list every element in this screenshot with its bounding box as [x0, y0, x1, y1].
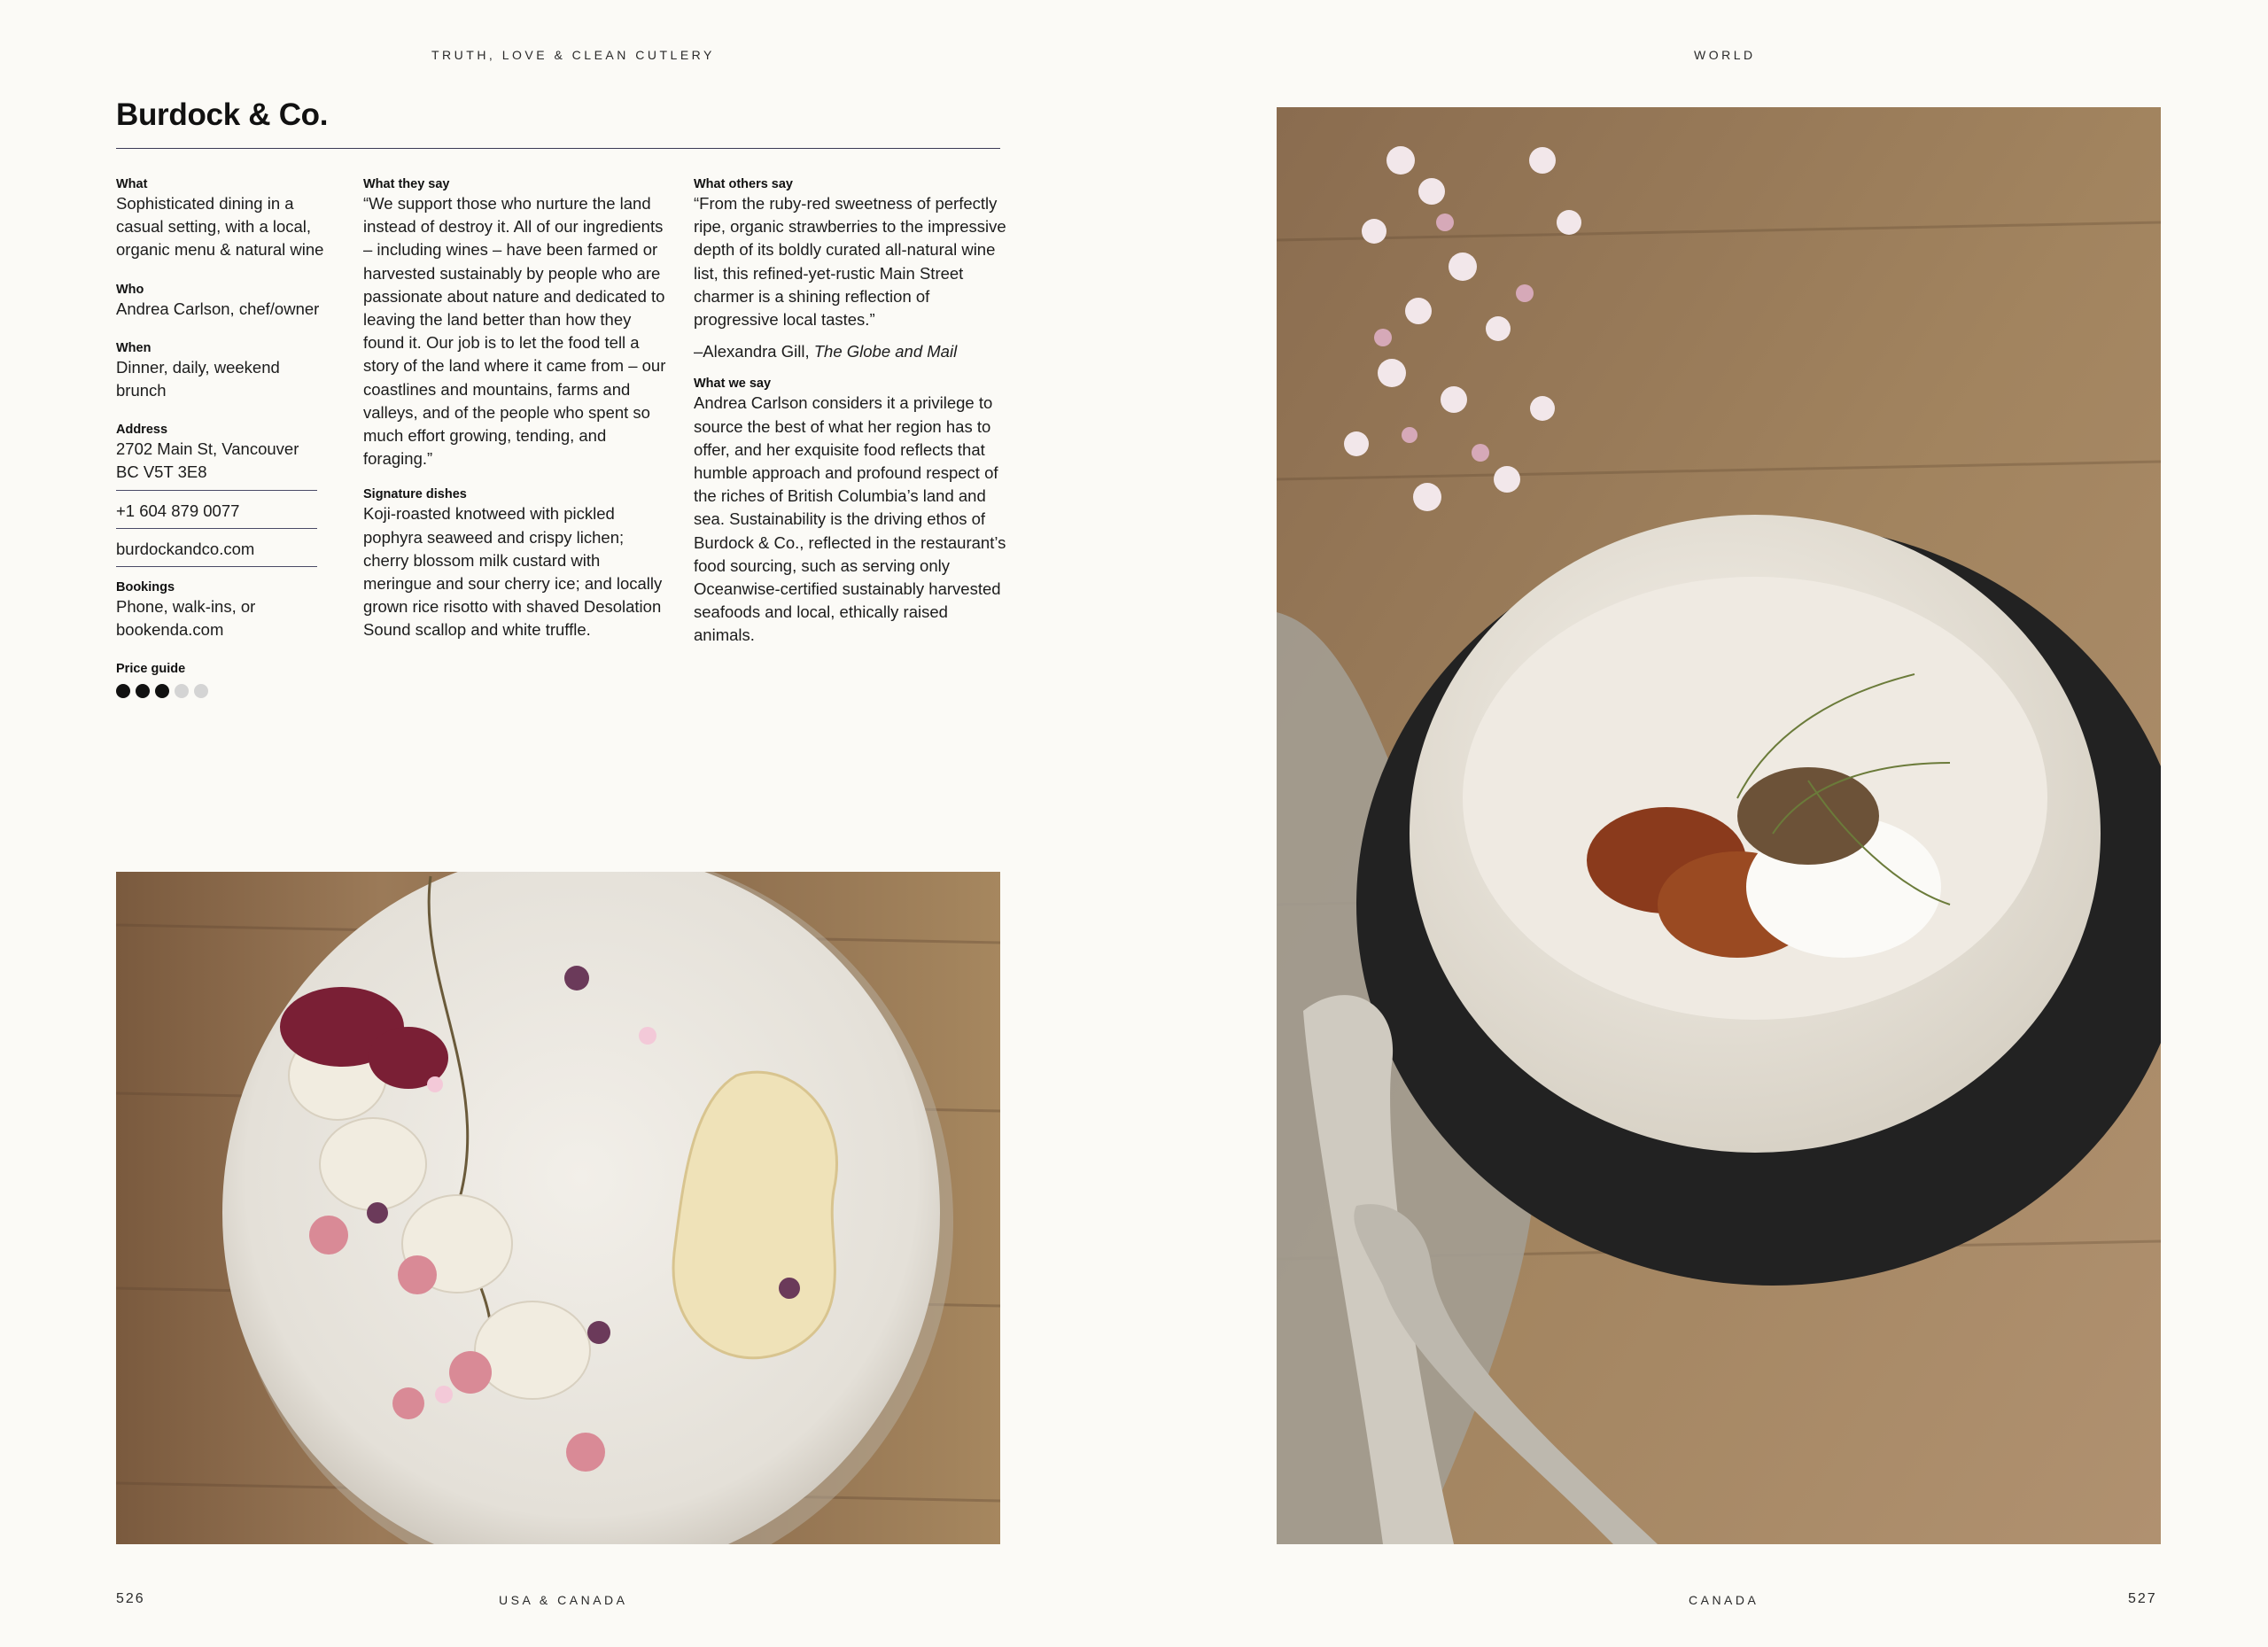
bookings-label: Bookings — [116, 580, 175, 595]
running-head-left: TRUTH, LOVE & CLEAN CUTLERY — [431, 48, 715, 62]
we-say-label: What we say — [694, 377, 772, 392]
who-label: Who — [116, 282, 144, 297]
address-label: Address — [116, 423, 168, 438]
they-say-column — [363, 176, 669, 642]
price-dot — [155, 684, 169, 698]
price-guide-dots — [116, 684, 329, 698]
price-dot — [194, 684, 208, 698]
details-column — [116, 176, 329, 698]
price-dot — [136, 684, 150, 698]
when-label: When — [116, 340, 151, 355]
who-text: Andrea Carlson, chef/owner — [116, 299, 320, 318]
bookings-text: Phone, walk-ins, or bookenda.com — [116, 597, 256, 640]
others-say-column — [694, 176, 1008, 648]
price-dot — [116, 684, 130, 698]
others-say-quote: “From the ruby-red sweetness of perfectly ripe, organic strawberries to the impressive depth of its boldly curated all-natural wine list, this refined-yet-rustic Main Street charmer is a shining reflection of progressive local tastes.” — [694, 194, 1006, 330]
when-text: Dinner, daily, weekend brunch — [116, 357, 280, 400]
others-say-attribution — [694, 340, 1008, 363]
phone-number[interactable]: +1 604 879 0077 — [116, 501, 240, 520]
address-divider — [116, 490, 317, 491]
page-title: Burdock & Co. — [116, 97, 329, 132]
what-label: What — [116, 177, 148, 191]
they-say-label: What they say — [363, 177, 450, 191]
we-say-text: Andrea Carlson considers it a privilege to source the best of what her region has to offer, and her exquisite food reflects that humble approach and profound respect of the riches of British Columbia’s land and sea. Sustainability is the driving ethos of Burdock & Co., reflected in the restaurant’s food sourcing, such as serving only Oceanwise-certified sustainably harvested seafoods and local, ethically raised animals. — [694, 393, 1006, 645]
running-head-right: WORLD — [1694, 48, 1756, 62]
address-line-1: 2702 Main St, Vancouver — [116, 439, 299, 459]
page-number-left: 526 — [116, 1591, 145, 1606]
scallop-plate-photo — [116, 872, 1000, 1544]
signature-text: Koji-roasted knotweed with pickled pophyra seaweed and crispy lichen; cherry blossom milk custard with meringue and sour cherry ice; and locally grown rice risotto with shaved Desolation Sound scallop and white truffle. — [363, 504, 663, 640]
attribution-prefix: –Alexandra Gill, — [694, 342, 814, 361]
what-text: Sophisticated dining in a casual setting, with a local, organic menu & natural wine — [116, 194, 324, 260]
price-label: Price guide — [116, 662, 186, 677]
address-line-2: BC V5T 3E8 — [116, 462, 207, 482]
others-say-label: What others say — [694, 177, 793, 191]
phone-divider — [116, 528, 317, 529]
page-number-right: 527 — [2128, 1591, 2157, 1606]
they-say-text: “We support those who nurture the land instead of destroy it. All of our ingredients – including wines – have been farmed or harvested sustainably by people who are passionate about nature and dedicated to leaving the land better than how they found it. Our job is to let the food tell a story of the land where it came from – our coastlines and mountains, farms and valleys, and of the people who spent so much effort growing, tending, and foraging.” — [363, 194, 666, 469]
footer-section-right: CANADA — [1689, 1593, 1759, 1607]
bowl-dish-photo — [1277, 107, 2161, 1544]
price-dot — [175, 684, 189, 698]
website-link[interactable]: burdockandco.com — [116, 539, 255, 558]
website-divider — [116, 566, 317, 567]
title-divider — [116, 148, 1000, 149]
signature-label: Signature dishes — [363, 487, 467, 502]
attribution-source: The Globe and Mail — [813, 342, 958, 361]
footer-section-left: USA & CANADA — [499, 1593, 628, 1607]
